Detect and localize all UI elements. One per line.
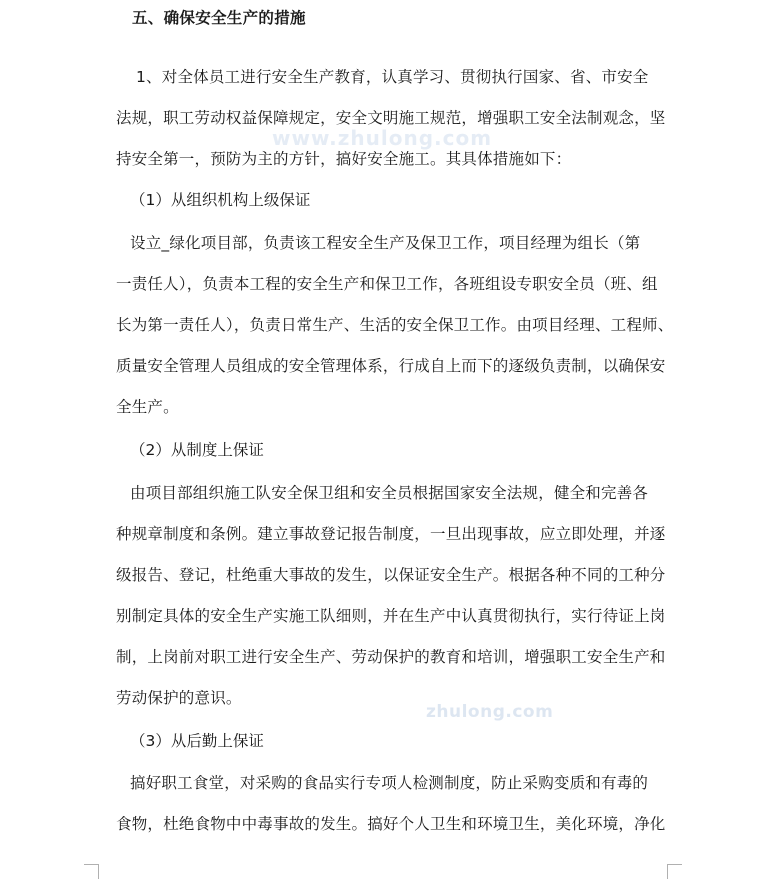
paragraph-line: 别制定具体的安全生产实施工队细则，并在生产中认真贯彻执行，实行待证上岗 xyxy=(116,607,666,625)
paragraph-line: 级报告、登记，杜绝重大事故的发生，以保证安全生产。根据各种不同的工种分 xyxy=(116,566,666,584)
paragraph-line: 搞好职工食堂，对采购的食品实行专项人检测制度，防止采购变质和有毒的 xyxy=(130,774,649,792)
watermark-url: www.zhulong.com xyxy=(272,126,493,150)
paragraph-line: 由项目部组织施工队安全保卫组和安全员根据国家安全法规，健全和完善各 xyxy=(130,484,649,502)
paragraph-line: 全生产。 xyxy=(116,398,179,416)
paragraph-line: 法规，职工劳动权益保障规定，安全文明施工规范，增强职工安全法制观念，坚 xyxy=(116,109,666,127)
paragraph-line: 长为第一责任人），负责日常生产、生活的安全保卫工作。由项目经理、工程师、 xyxy=(116,316,674,334)
paragraph-line: 质量安全管理人员组成的安全管理体系，行成自上而下的逐级负责制，以确保安 xyxy=(116,357,666,375)
paragraph-line: 一责任人），负责本工程的安全生产和保卫工作，各班组设专职安全员（班、组 xyxy=(116,275,658,293)
paragraph-line: 1、对全体员工进行安全生产教育，认真学习、贯彻执行国家、省、市安全 xyxy=(136,68,649,86)
paragraph-line: 种规章制度和条例。建立事故登记报告制度，一旦出现事故，应立即处理，并逐 xyxy=(116,525,666,543)
subheading-logistics: （3）从后勤上保证 xyxy=(130,732,264,750)
paragraph-line: 食物，杜绝食物中中毒事故的发生。搞好个人卫生和环境卫生，美化环境，净化 xyxy=(116,815,666,833)
paragraph-line: 持安全第一，预防为主的方针，搞好安全施工。其具体措施如下： xyxy=(116,150,572,168)
watermark-logo: zhulong.com xyxy=(426,702,554,722)
paragraph-line: 劳动保护的意识。 xyxy=(116,689,242,707)
section-heading: 五、确保安全生产的措施 xyxy=(132,9,306,27)
paragraph-line: 制，上岗前对职工进行安全生产、劳动保护的教育和培训，增强职工安全生产和 xyxy=(116,648,666,666)
paragraph-line: 设立_绿化项目部，负责该工程安全生产及保卫工作，项目经理为组长（第 xyxy=(130,234,641,252)
subheading-system: （2）从制度上保证 xyxy=(130,441,264,459)
subheading-organization: （1）从组织机构上级保证 xyxy=(130,191,311,209)
